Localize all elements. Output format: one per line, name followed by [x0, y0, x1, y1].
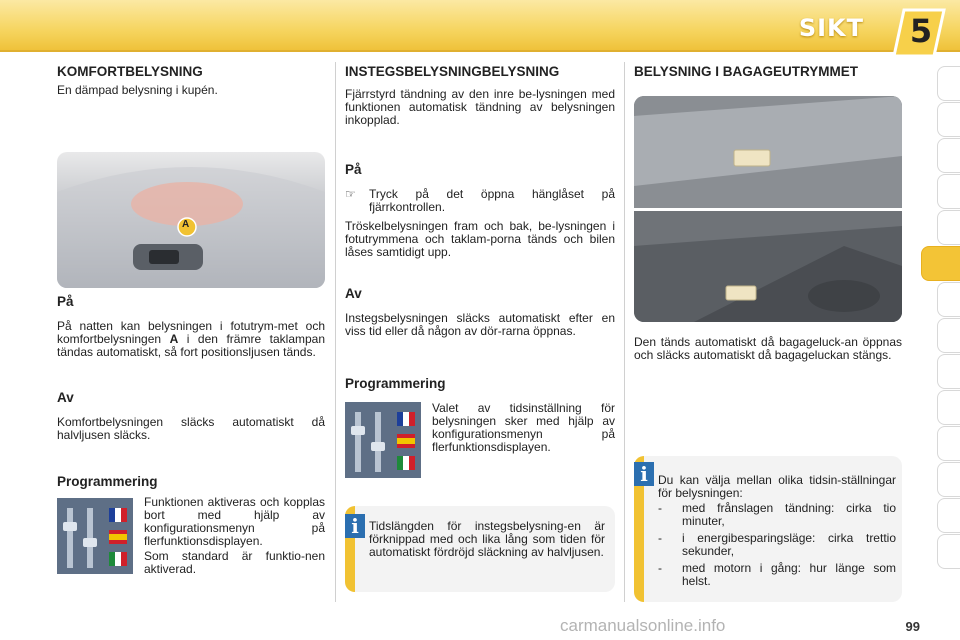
chapter-tab[interactable] [937, 354, 960, 389]
chapter-number: 5 [909, 12, 933, 50]
on-heading: På [345, 162, 362, 177]
chapter-tab[interactable] [937, 426, 960, 461]
section-heading: KOMFORTBELYSNING [57, 64, 203, 79]
list-dash: - [658, 531, 662, 545]
section-heading: BELYSNING I BAGAGEUTRYMMET [634, 64, 859, 79]
hand-pointer-icon: ☞ [345, 187, 356, 201]
list-item: med motorn i gång: hur länge som helst. [682, 561, 896, 588]
chapter-tab[interactable] [937, 282, 960, 317]
callout-label-a: A [182, 219, 190, 230]
default-text: Som standard är funktio-nen aktiverad. [144, 549, 325, 576]
watermark: carmanualsonline.info [560, 616, 726, 635]
chapter-tab[interactable] [937, 174, 960, 209]
list-item: med frånslagen tändning: cirka tio minuter, [682, 501, 896, 528]
info-box [634, 456, 902, 602]
on-text-part: i den främre taklampan tändas automatiskt, så fort positionsljusen tänds. [57, 332, 326, 359]
info-icon: i [634, 462, 654, 486]
chapter-tab[interactable] [937, 318, 960, 353]
ceiling-lamp-photo [57, 152, 325, 288]
trunk-lamp-photo [634, 96, 902, 322]
on-text-bold: A [169, 332, 179, 346]
off-heading: Av [345, 286, 362, 301]
chapter-tab[interactable] [937, 102, 960, 137]
chapter-tab-active[interactable] [921, 246, 960, 281]
list-dash: - [658, 501, 662, 515]
on-text [57, 320, 325, 359]
chapter-tab[interactable] [937, 462, 960, 497]
info-text: Tidslängden för instegsbelysning-en är förknippad med och lika lång som tiden för automatiskt fördröjd släckning av halvljusen. [369, 519, 605, 559]
page-number: 99 [905, 619, 920, 634]
section-heading: INSTEGSBELYSNINGBELYSNING [345, 64, 560, 79]
info-intro: Du kan välja mellan olika tidsin-ställningar för belysningen: [658, 473, 896, 500]
header-rule [0, 50, 960, 52]
list-dash: - [658, 561, 662, 575]
chapter-tab[interactable] [937, 534, 960, 569]
programming-text: Valet av tidsinställning för belysningen sker med hjälp av konfigurationsmenyn på flerfunktionsdisplayen. [432, 401, 615, 454]
intro-text: Fjärrstyrd tändning av den inre be-lysningen med funktionen automatisk tändning av belysningen inkopplad. [345, 87, 615, 127]
off-text: Komfortbelysningen släcks automatiskt då halvljusen släcks. [57, 415, 325, 442]
programming-text: Funktionen aktiveras och kopplas bort med hjälp av konfigurationsmenyn på flerfunktionsdisplayen. [144, 495, 325, 548]
trunk-text: Den tänds automatiskt då bagageluck-an öppnas och släcks automatiskt då bagageluckan stängs. [634, 335, 902, 362]
programming-heading: Programmering [345, 376, 446, 391]
chapter-tab[interactable] [937, 390, 960, 425]
chapter-tab[interactable] [937, 498, 960, 533]
chapter-tab[interactable] [937, 66, 960, 101]
bullet-text: Tryck på det öppna hänglåset på fjärrkontrollen. [369, 187, 615, 214]
off-text: Instegsbelysningen släcks automatiskt efter en viss tid eller då någon av dör-rarna öppnas. [345, 311, 615, 338]
list-item: i energibesparingsläge: cirka trettio sekunder, [682, 531, 896, 558]
chapter-tabs [926, 66, 960, 606]
programming-heading: Programmering [57, 474, 158, 489]
off-heading: Av [57, 390, 74, 405]
info-icon: i [345, 514, 365, 538]
multifunction-display-icon [345, 402, 421, 478]
multifunction-display-icon [57, 498, 133, 574]
intro-text: En dämpad belysning i kupén. [57, 83, 218, 97]
column-divider [624, 62, 625, 602]
on-heading: På [57, 294, 74, 309]
on-text-part: På natten kan belysningen i fotutrym-met och komfortbelysningen [57, 319, 325, 346]
info-box [345, 506, 615, 592]
on-text: Tröskelbelysningen fram och bak, be-lysningen i fotutrymmena och taklam-porna tänds och bilen låses samtidigt upp. [345, 219, 615, 259]
chapter-tab[interactable] [937, 138, 960, 173]
page-title: SIKT [798, 14, 864, 42]
column-divider [335, 62, 336, 602]
chapter-tab[interactable] [937, 210, 960, 245]
